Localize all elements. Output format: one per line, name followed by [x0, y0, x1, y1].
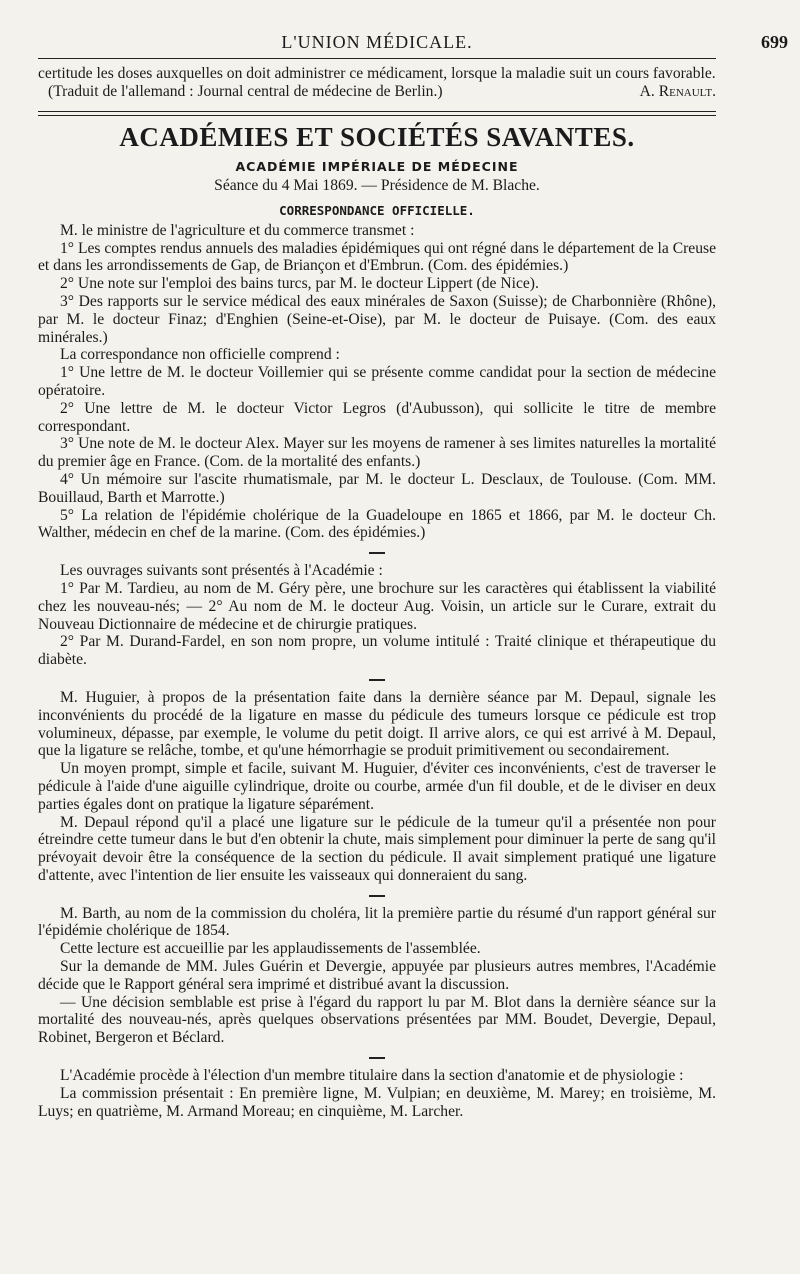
- session-line: Séance du 4 Mai 1869. — Présidence de M. Blache.: [214, 176, 540, 194]
- carryover-paragraph: certitude les doses auxquelles on doit administrer ce médicament, lorsque la maladie suit un cours favorable.: [38, 65, 716, 82]
- header-rule: [38, 58, 716, 59]
- paragraph: M. le ministre de l'agriculture et du commerce transmet :: [60, 221, 415, 239]
- paragraph: 1° Les comptes rendus annuels des maladies épidémiques qui ont régné dans le département de la Creuse et dans les arrondissements de Gap, de Briançon et d'Embrun. (Com. des épidémies.): [38, 239, 716, 275]
- paragraph: 2° Par M. Durand-Fardel, en son nom propre, un volume intitulé : Traité clinique et thérapeutique du diabète.: [38, 633, 716, 669]
- paragraph: La correspondance non officielle comprend :: [60, 346, 340, 364]
- correspondence-heading: CORRESPONDANCE OFFICIELLE.: [279, 202, 475, 218]
- paragraph: Cette lecture est accueillie par les applaudissements de l'assemblée.: [60, 940, 481, 958]
- academy-title: ACADÉMIE IMPÉRIALE DE MÉDECINE: [235, 158, 519, 174]
- paragraph: 1° Une lettre de M. le docteur Voillemier qui se présente comme candidat pour la section de médecine opératoire.: [38, 364, 716, 399]
- paragraph: M. Huguier, à propos de la présentation faite dans la dernière séance par M. Depaul, signale les inconvénients du procédé de la ligature en masse du pédicule des tumeurs lorsque ce pédicule est trop volumineux, dépasse, par exemple, le volume du petit doigt. Il arrive alors, ce qui est arrivé à M. Depaul, que la ligature se relâche, tombe, et qu'une hémorrhagie se produit primitivement ou secondairement.: [38, 688, 716, 760]
- paragraph: — Une décision semblable est prise à l'égard du rapport lu par M. Blot dans la dernière séance sur la mortalité des nouveau-nés, après quelques observations présentées par MM. Boudet, Devergie, Depaul, Robinet, Bergeron et Béclard.: [38, 993, 716, 1047]
- paragraph: Un moyen prompt, simple et facile, suivant M. Huguier, d'éviter ces inconvénients, c'est de traverser le pédicule à l'aide d'une aiguille cylindrique, droite ou courbe, armée d'un fil double, et de le diviser en deux parties égales dont on pratique la ligature séparément.: [38, 760, 716, 813]
- paragraph: M. Barth, au nom de la commission du choléra, lit la première partie du résumé d'un rapport général sur l'épidémie cholérique de 1854.: [38, 904, 716, 940]
- section-title: ACADÉMIES ET SOCIÉTÉS SAVANTES.: [119, 121, 635, 152]
- article-author: A. Renault.: [639, 82, 716, 100]
- separator: [369, 895, 385, 897]
- page-number: 699: [761, 32, 788, 52]
- translation-note: (Traduit de l'allemand : Journal central de médecine de Berlin.): [48, 82, 443, 100]
- paragraph: La commission présentait : En première ligne, M. Vulpian; en deuxième, M. Marey; en troisième, M. Luys; en quatrième, M. Armand Moreau; en cinquième, M. Larcher.: [38, 1084, 716, 1120]
- separator: [369, 679, 385, 681]
- paragraph: 2° Une note sur l'emploi des bains turcs, par M. le docteur Lippert (de Nice).: [60, 275, 539, 293]
- translation-line: [38, 83, 716, 101]
- paragraph: Les ouvrages suivants sont présentés à l'Académie :: [60, 562, 383, 580]
- paragraph: Sur la demande de MM. Jules Guérin et Devergie, appuyée par plusieurs autres membres, l'Académie décide que le Rapport général sera imprimé et distribué avant la discussion.: [38, 958, 716, 993]
- section-divider: [38, 111, 716, 116]
- journal-title: L'UNION MÉDICALE.: [281, 32, 473, 52]
- paragraph: 3° Des rapports sur le service médical des eaux minérales de Saxon (Suisse); de Charbonnière (Rhône), par M. le docteur Finaz; d'Enghien (Seine-et-Oise), par M. le docteur de Puisaye. (Com. des eaux minérales.): [38, 292, 716, 346]
- paragraph: 3° Une note de M. le docteur Alex. Mayer sur les moyens de ramener à ses limites naturelles la mortalité du premier âge en France. (Com. de la mortalité des enfants.): [38, 435, 716, 471]
- paragraph: 4° Un mémoire sur l'ascite rhumatismale, par M. le docteur L. Desclaux, de Toulouse. (Com. MM. Bouillaud, Barth et Marrotte.): [38, 470, 716, 506]
- running-head: [38, 28, 788, 58]
- separator: [369, 552, 385, 554]
- paragraph: 5° La relation de l'épidémie cholérique de la Guadeloupe en 1865 et 1866, par M. le docteur Ch. Walther, médecin en chef de la marine. (Com. des épidémies.): [38, 506, 716, 542]
- paragraph: 1° Par M. Tardieu, au nom de M. Géry père, une brochure sur les caractères qui établissent la viabilité chez les nouveau-nés; — 2° Au nom de M. le docteur Aug. Voisin, un article sur le Curare, extrait du Nouveau Dictionnaire de médecine et de chirurgie pratiques.: [38, 579, 716, 633]
- paragraph: L'Académie procède à l'élection d'un membre titulaire dans la section d'anatomie et de physiologie :: [60, 1067, 684, 1085]
- paragraph: M. Depaul répond qu'il a placé une ligature sur le pédicule de la tumeur qu'il a présentée non pour étreindre cette tumeur dans le but d'en obtenir la chute, mais simplement pour diminuer la perte de sang qu'il prévoyait devoir être la conséquence de la section du pédicule. Il avait simplement pratiqué une ligature d'attente, avec l'intention de lier ensuite les vaisseaux qui donneraient du sang.: [38, 813, 716, 884]
- paragraph: 2° Une lettre de M. le docteur Victor Legros (d'Aubusson), qui sollicite le titre de membre correspondant.: [38, 399, 716, 435]
- separator: [369, 1057, 385, 1059]
